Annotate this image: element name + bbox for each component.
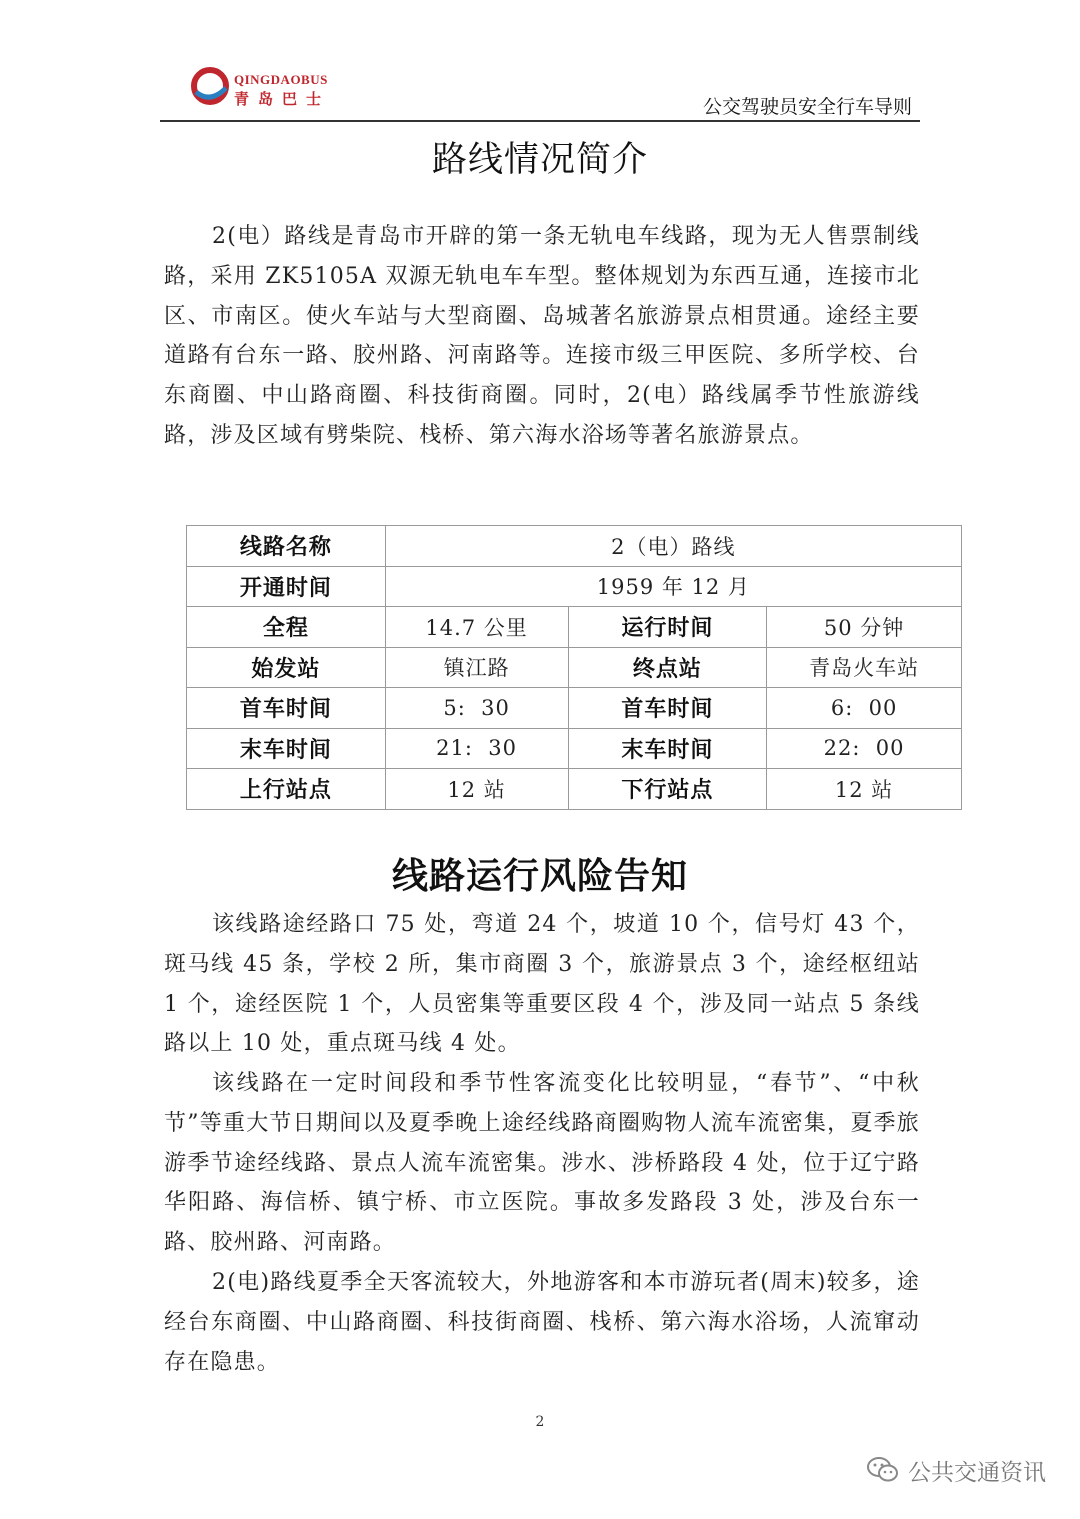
table-cell-label: 下行站点 <box>568 769 767 810</box>
page-number: 2 <box>535 1414 545 1430</box>
table-cell-value: 21: 30 <box>385 728 568 769</box>
table-cell-value: 14.7 公里 <box>385 607 568 648</box>
risk-paragraph-3: 2(电)路线夏季全天客流较大，外地游客和本市游玩者(周末)较多，途经台东商圈、中山路商圈、科技街商圈、栈桥、第六海水浴场，人流窜动存在隐患。 <box>164 1270 920 1375</box>
risk-paragraph-2: 该线路在一定时间段和季节性客流变化比较明显，“春节”、“中秋节”等重大节日期间以及夏季晚上途经线路商圈购物人流车流密集，夏季旅游季节途经线路、景点人流车流密集。涉水、涉桥路段 4 处，位于辽宁路华阳路、海信桥、镇宁桥、市立医院。事故多发路段 3 处，涉及台东一路、胶州路、河南路。 <box>164 1071 920 1256</box>
logo-swoosh-icon <box>190 66 230 106</box>
table-cell-label: 运行时间 <box>568 607 767 648</box>
table-cell-label: 首车时间 <box>187 688 386 729</box>
table-cell-value: 镇江路 <box>385 647 568 688</box>
table-row <box>187 647 962 688</box>
table-cell-label: 首车时间 <box>568 688 767 729</box>
risk-paragraph-1: 该线路途经路口 75 处，弯道 24 个，坡道 10 个，信号灯 43 个，斑马线 45 条，学校 2 所，集市商圈 3 个，旅游景点 3 个，途经枢纽站 1 个，途经医院 1 个，人员密集等重要区段 4 个，涉及同一站点 5 条线路以上 10 处，重点斑马线 4 处。 <box>164 912 920 1057</box>
table-cell-label: 始发站 <box>187 647 386 688</box>
open-time-label: 开通时间 <box>187 566 386 607</box>
table-cell-label: 全程 <box>187 607 386 648</box>
table-cell-value: 青岛火车站 <box>767 647 962 688</box>
table-cell-label: 上行站点 <box>187 769 386 810</box>
table-row <box>187 526 962 567</box>
route-intro-paragraph: 2(电）路线是青岛市开辟的第一条无轨电车线路，现为无人售票制线路，采用 ZK5105A 双源无轨电车车型。整体规划为东西互通，连接市北区、市南区。使火车站与大型商圈、岛城著名旅游景点相贯通。途经主要道路有台东一路、胶州路、河南路等。连接市级三甲医院、多所学校、台东商圈、中山路商圈、科技街商圈。同时，2(电）路线属季节性旅游线路，涉及区域有劈柴院、栈桥、第六海水浴场等著名旅游景点。 <box>164 224 920 448</box>
logo-chinese-text: 青岛巴士 <box>234 90 331 108</box>
page-header <box>160 62 920 122</box>
section-title-route-intro: 路线情况简介 <box>431 140 648 180</box>
header-divider <box>160 120 920 122</box>
table-cell-value: 50 分钟 <box>767 607 962 648</box>
table-row <box>187 728 962 769</box>
table-cell-value: 12 站 <box>767 769 962 810</box>
table-row <box>187 769 962 810</box>
route-name-label: 线路名称 <box>187 526 386 567</box>
watermark-text: 公共交通资讯 <box>908 1459 1046 1486</box>
route-info-table <box>186 525 962 810</box>
table-row <box>187 688 962 729</box>
table-cell-value: 5: 30 <box>385 688 568 729</box>
table-cell-label: 终点站 <box>568 647 767 688</box>
wechat-icon <box>866 1456 900 1484</box>
logo-english-text: QINGDAOBUS <box>234 72 328 87</box>
open-time-value: 1959 年 12 月 <box>385 566 961 607</box>
table-cell-label: 末车时间 <box>187 728 386 769</box>
qingdaobus-logo <box>190 66 370 114</box>
table-cell-value: 6: 00 <box>767 688 962 729</box>
table-row <box>187 566 962 607</box>
document-title: 公交驾驶员安全行车导则 <box>702 96 912 118</box>
table-cell-label: 末车时间 <box>568 728 767 769</box>
section-title-risk-notice: 线路运行风险告知 <box>391 856 688 897</box>
table-row <box>187 607 962 648</box>
table-cell-value: 22: 00 <box>767 728 962 769</box>
wechat-watermark <box>866 1452 1046 1488</box>
route-name-value: 2（电）路线 <box>385 526 961 567</box>
table-cell-value: 12 站 <box>385 769 568 810</box>
